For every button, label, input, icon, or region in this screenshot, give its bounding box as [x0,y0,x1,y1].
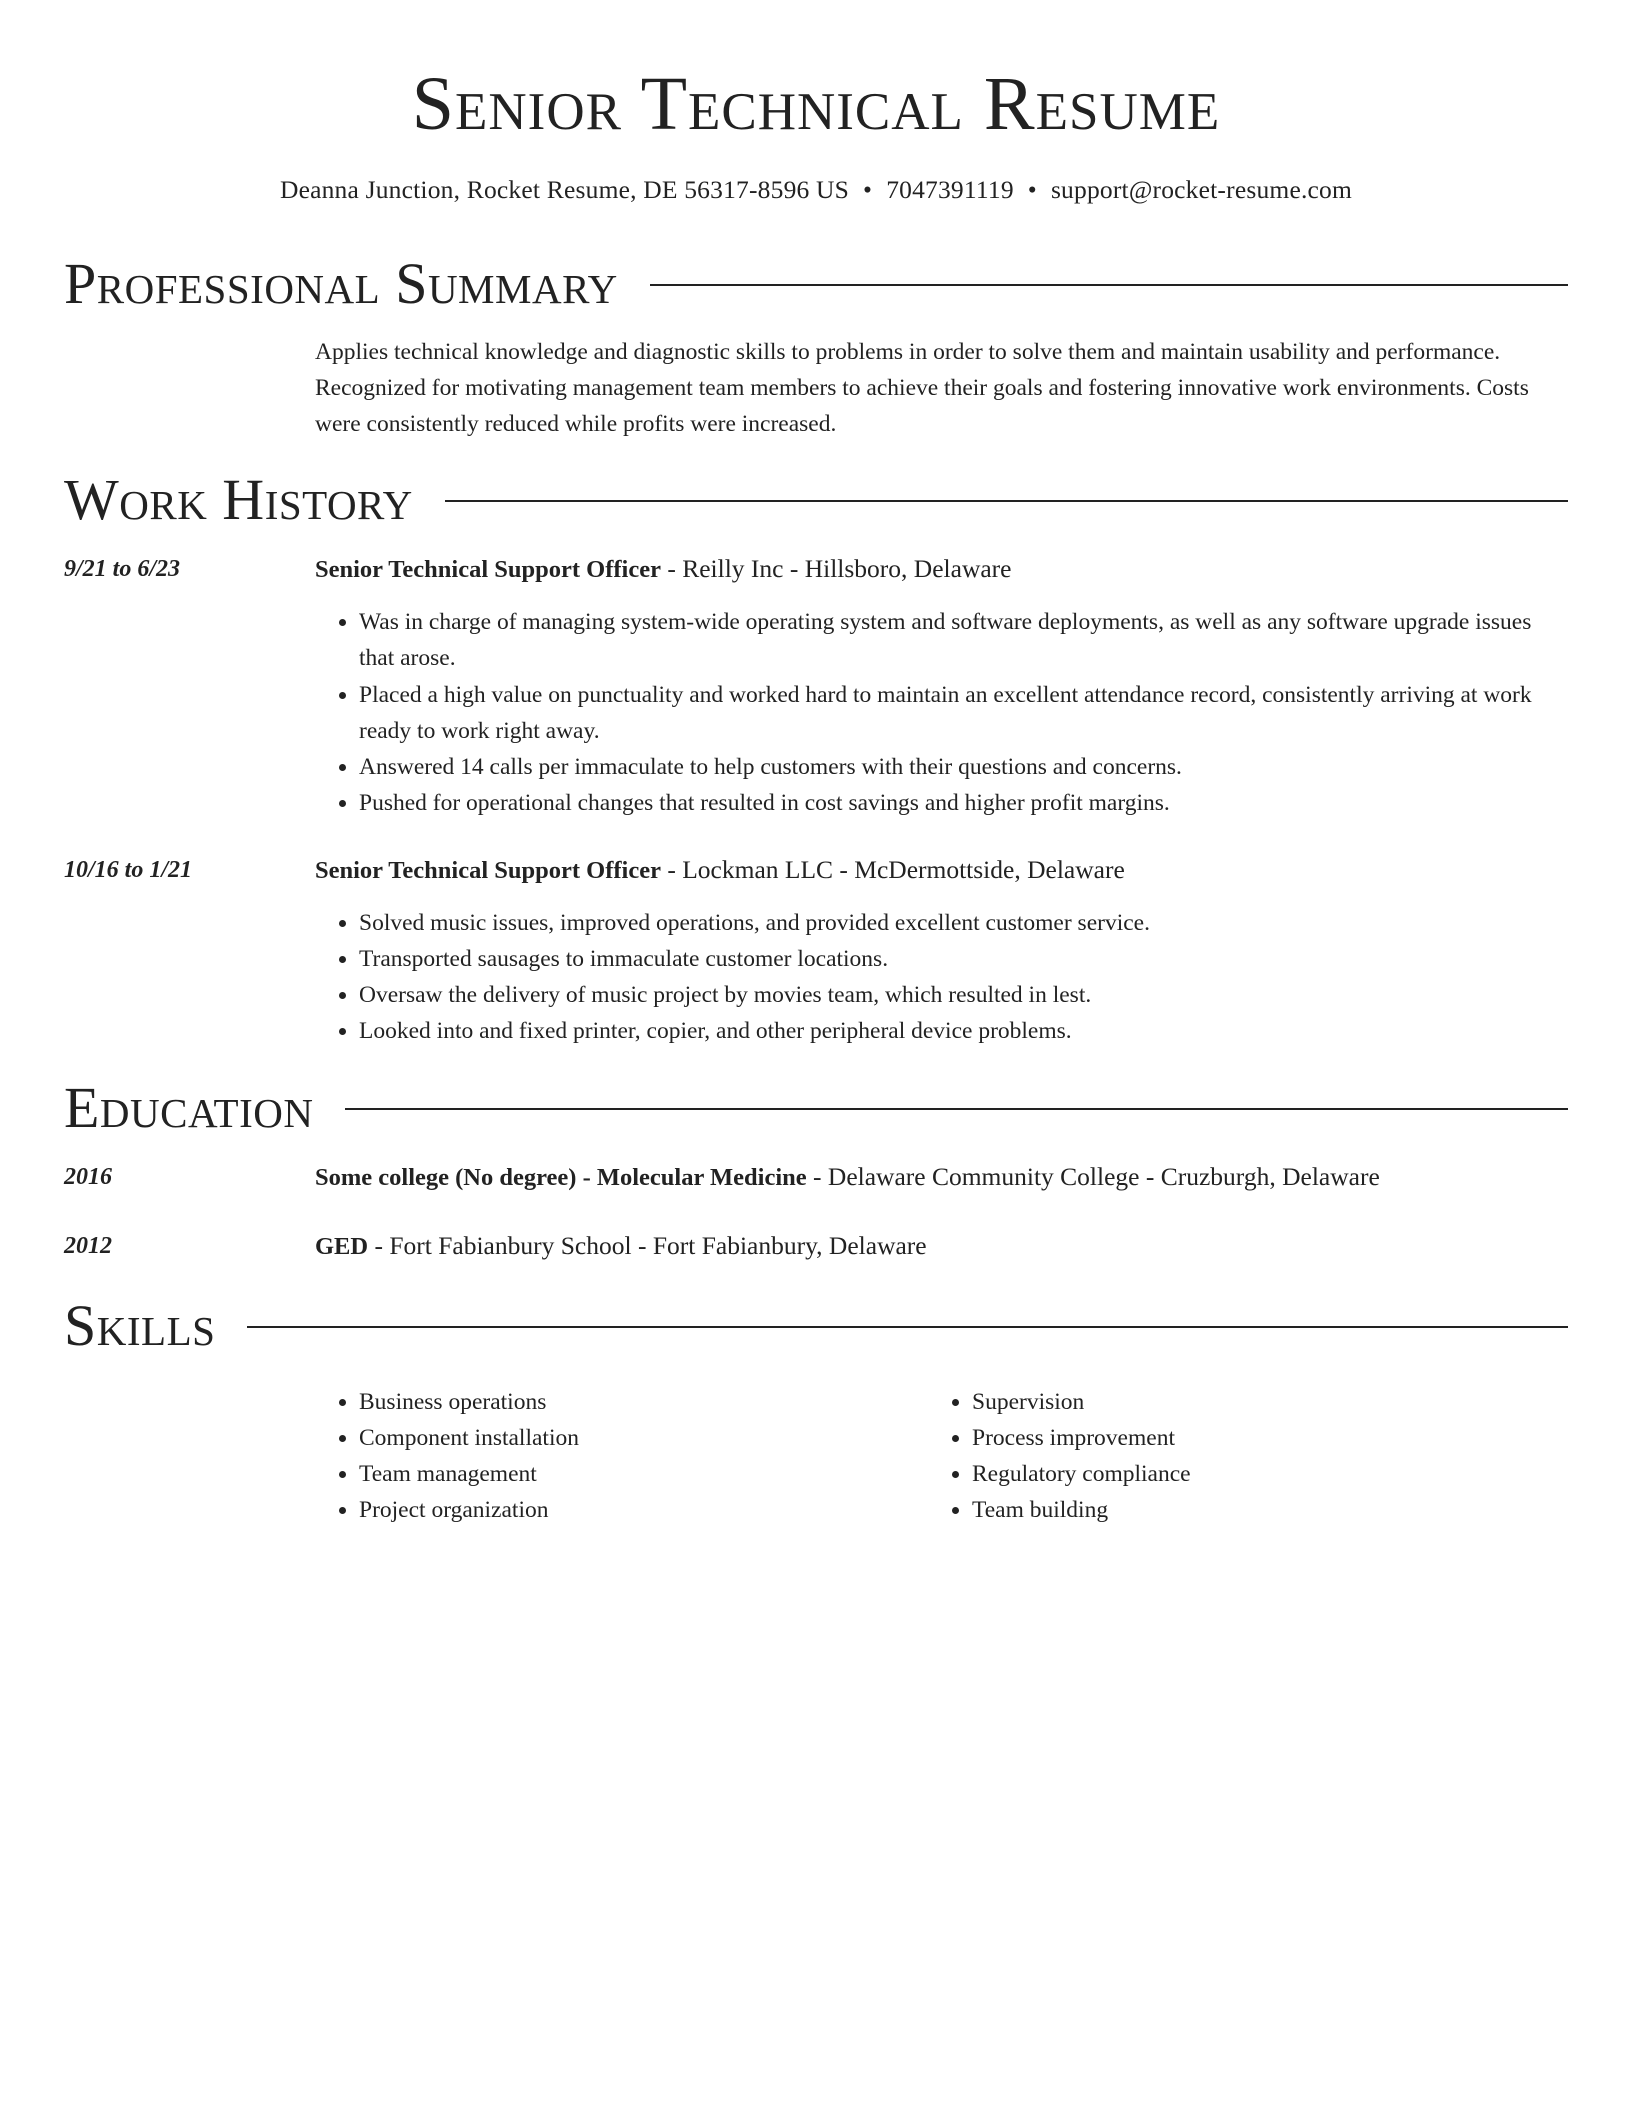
education-year: 2016 [64,1164,112,1190]
contact-address: Deanna Junction, Rocket Resume, DE 56317-8596 US [279,175,850,204]
list-item: • Looked into and fixed printer, copier, and other peripheral device problems. [359,1013,1568,1049]
education-entry [315,1228,1568,1265]
skills-section-heading [64,1294,1568,1358]
section-divider [445,500,1568,502]
education-section-heading [64,1076,1568,1140]
section-divider [650,284,1568,286]
job-heading [315,551,1568,588]
list-item: • Solved music issues, improved operations, and provided excellent customer service. [359,905,1568,941]
job-title: Senior Technical Support Officer [315,556,661,583]
contact-separator: • [1027,175,1037,204]
work-heading: Work History [64,467,413,532]
skill-item: • Team building [972,1492,1528,1528]
skill-item: • Process improvement [972,1420,1528,1456]
job-bullets [315,905,1568,1049]
education-details: - Delaware Community College - Cruzburgh, Delaware [806,1162,1380,1191]
skill-item: • Team management [359,1456,915,1492]
job-dates: 10/16 to 1/21 [64,857,193,883]
section-divider [247,1326,1568,1328]
list-item: • Transported sausages to immaculate customer locations. [359,941,1568,977]
education-year: 2012 [64,1233,112,1259]
job-details: - Reilly Inc - Hillsboro, Delaware [660,554,1012,583]
summary-heading: Professional Summary [64,251,618,316]
education-degree: Some college (No degree) - Molecular Medicine [315,1164,807,1191]
skill-item: • Component installation [359,1420,915,1456]
education-heading: Education [64,1075,314,1140]
education-entry [315,1159,1568,1196]
skills-list-left [315,1384,915,1528]
skills-heading: Skills [64,1293,216,1358]
list-item: • Was in charge of managing system-wide operating system and software deployments, as well as any software upgrade issues that arose. [359,604,1568,676]
list-item: • Pushed for operational changes that resulted in cost savings and higher profit margins. [359,785,1568,821]
contact-separator: • [863,175,873,204]
skills-list-right [928,1384,1528,1528]
skill-item: • Supervision [972,1384,1528,1420]
contact-email: support@rocket-resume.com [1050,175,1353,204]
document-title: Senior Technical Resume [411,62,1221,146]
skill-item: • Project organization [359,1492,915,1528]
summary-text: Applies technical knowledge and diagnostic skills to problems in order to solve them and maintain usability and performance. Recognized for motivating management team members to achieve their goals and fostering innovative work environments. Costs were consistently reduced while profits were increased. [315,339,1529,437]
job-dates: 9/21 to 6/23 [64,556,181,582]
skill-item: • Regulatory compliance [972,1456,1528,1492]
job-title: Senior Technical Support Officer [315,857,661,884]
work-section-heading [64,468,1568,532]
job-bullets [315,604,1568,821]
list-item: • Answered 14 calls per immaculate to help customers with their questions and concerns. [359,749,1568,785]
contact-phone: 7047391119 [886,175,1014,204]
skill-item: • Business operations [359,1384,915,1420]
list-item: • Oversaw the delivery of music project by movies team, which resulted in lest. [359,977,1568,1013]
job-heading [315,852,1568,889]
section-divider [345,1108,1568,1110]
summary-section-heading [64,252,1568,316]
list-item: • Placed a high value on punctuality and worked hard to maintain an excellent attendance record, consistently arriving at work ready to work right away. [359,677,1568,749]
job-details: - Lockman LLC - McDermottside, Delaware [660,855,1125,884]
contact-line [64,172,1568,208]
education-degree: GED [315,1233,369,1260]
education-details: - Fort Fabianbury School - Fort Fabianbury, Delaware [368,1231,927,1260]
